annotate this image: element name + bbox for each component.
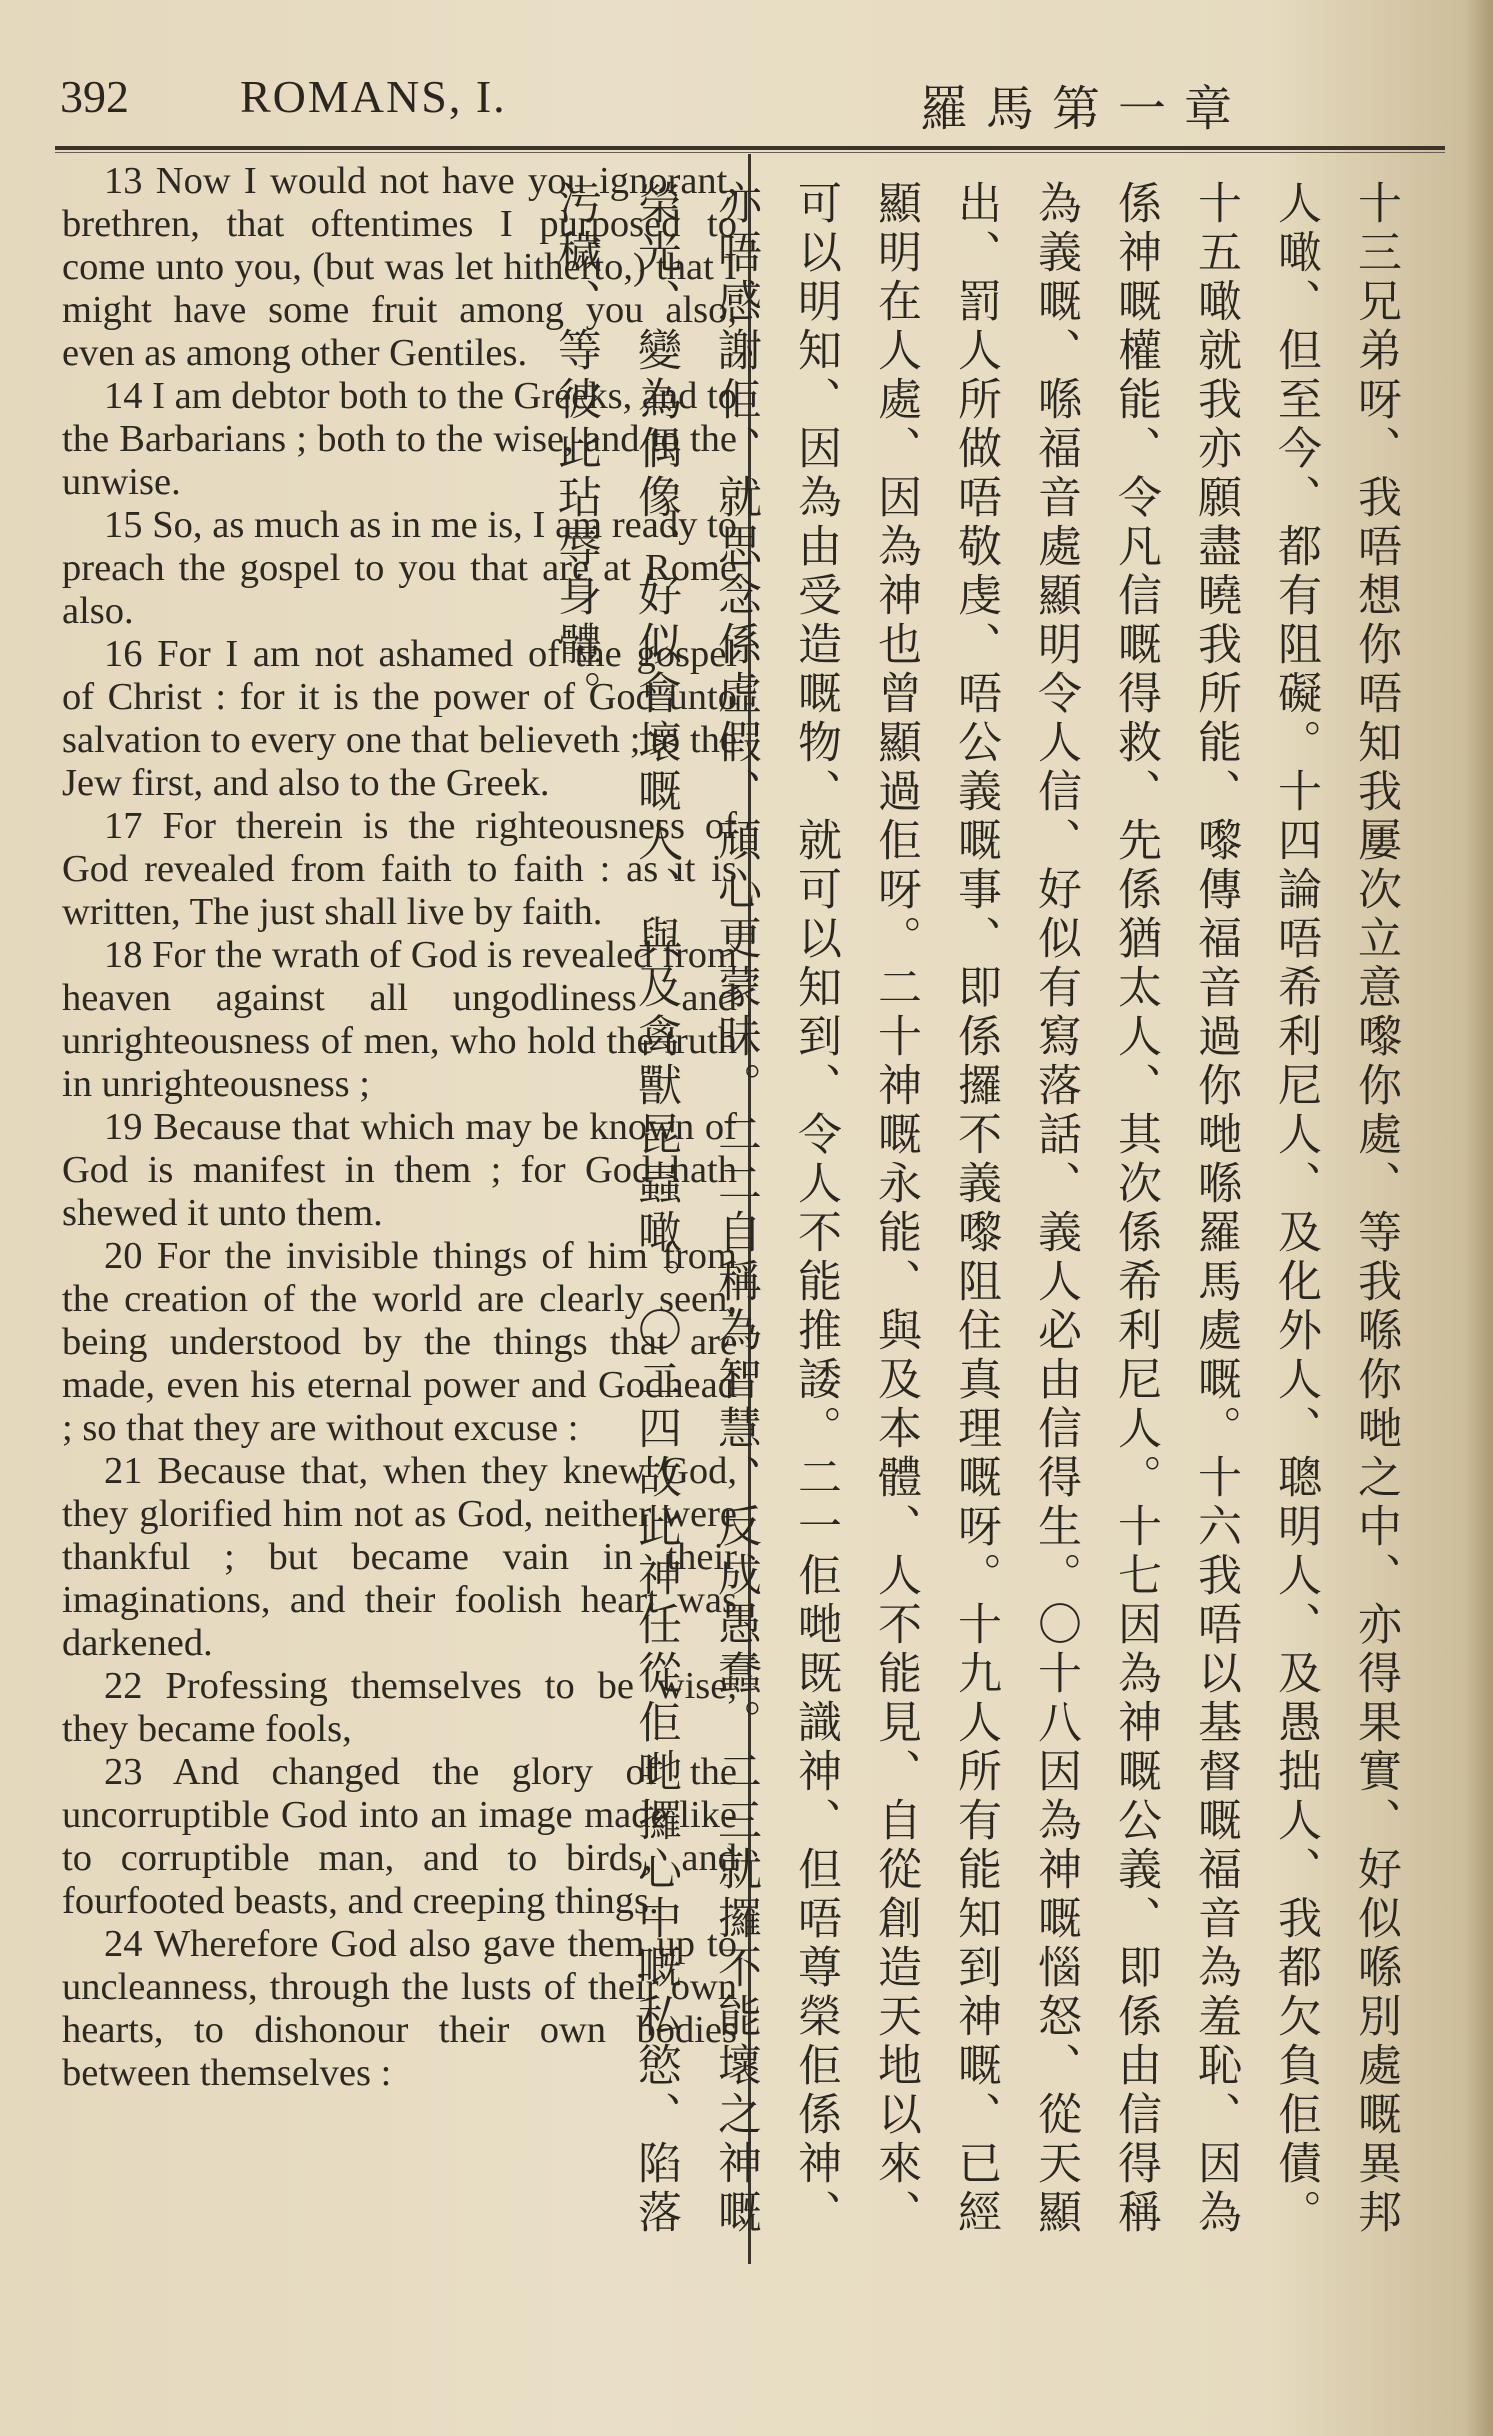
book-title: ROMANS, I. xyxy=(240,71,507,122)
verse-18: 18 For the wrath of God is revealed from heaven against all ungodliness and unrighteousness of men, who hold the truth in unrighteousness ; xyxy=(62,934,737,1105)
page-header xyxy=(60,70,1440,150)
chinese-chapter-title: 羅馬第一章 xyxy=(920,81,1251,137)
header-rule xyxy=(55,146,1445,150)
verse-20: 20 For the invisible things of him from the creation of the world are clearly seen, being understood by the things that are made, even his eternal power and Godhead ; so that they are without excuse : xyxy=(62,1235,737,1449)
chinese-text: 十三兄弟呀、我唔想你唔知我屢次立意嚟你處、等我喺你哋之中、亦得果實、好似喺別處嘅異邦人噉、但至今、都有阻礙。十四論唔希利尼人、及化外人、聰明人、及愚拙人、我都欠負佢債。十五噉就我亦願盡曉我所能、嚟傳福音過你哋喺羅馬處嘅。十六我唔以基督嘅福音為羞恥、因為係神嘅權能、令凡信嘅得救、先係猶太人、其次係希利尼人。十七因為神嘅公義、即係由信得稱為義嘅、喺福音處顯明令人信、好似有寫落話、義人必由信得生。〇十八因為神嘅惱怒、從天顯出、罰人所做唔敬虔、唔公義嘅事、即係攞不義嚟阻住真理嘅呀。十九人所有能知到神嘅、已經顯明在人處、因為神也曾顯過佢呀。二十神嘅永能、與及本體、人不能見、自從創造天地以來、可以明知、因為由受造嘅物、就可以知到、令人不能推諉。二一佢哋既識神、但唔尊榮佢係神、亦唔感謝佢、就思念係虛假、頑心更蒙昧。二二自稱為智慧、反成愚蠢。二三就攞不能壞之神嘅榮光、變為偶像、好似會壞嘅人、與及禽獸昆蟲噉。〇二四故此神任從佢哋攞心中嘅私慾、陷落污穢、等彼此玷辱身體。 xyxy=(550,180,1401,2238)
verse-14: 14 I am debtor both to the Greeks, and to the Barbarians ; both to the wise, and to the unwise. xyxy=(62,375,737,503)
page-edge-shadow xyxy=(1465,0,1493,2436)
chinese-column xyxy=(550,180,1415,2260)
verse-24: 24 Wherefore God also gave them up to uncleanness, through the lusts of their own hearts, to dishonour their own bodies between themselves : xyxy=(62,1923,737,2094)
verse-13: 13 Now I would not have you ignorant, brethren, that oftentimes I purposed to come unto you, (but was let hitherto,) that I might have some fruit among you also, even as among other Gentiles. xyxy=(62,160,737,374)
verse-17: 17 For therein is the righteousness of God revealed from faith to faith : as it is written, The just shall live by faith. xyxy=(62,805,737,933)
verse-19: 19 Because that which may be known of God is manifest in them ; for God hath shewed it unto them. xyxy=(62,1106,737,1234)
page-number: 392 xyxy=(60,71,129,122)
verse-22: 22 Professing themselves to be wise, they became fools, xyxy=(62,1665,737,1750)
verse-16: 16 For I am not ashamed of the gospel of Christ : for it is the power of God unto salvation to every one that believeth ; to the Jew first, and also to the Greek. xyxy=(62,633,737,804)
verse-21: 21 Because that, when they knew God, they glorified him not as God, neither were thankful ; but became vain in their imaginations, and their foolish heart was darkened. xyxy=(62,1450,737,1664)
verse-15: 15 So, as much as in me is, I am ready to preach the gospel to you that are at Rome also. xyxy=(62,504,737,632)
verse-23: 23 And changed the glory of the uncorruptible God into an image made like to corruptible man, and to birds, and fourfooted beasts, and creeping things. xyxy=(62,1751,737,1922)
header-rule-thin xyxy=(55,152,1445,153)
